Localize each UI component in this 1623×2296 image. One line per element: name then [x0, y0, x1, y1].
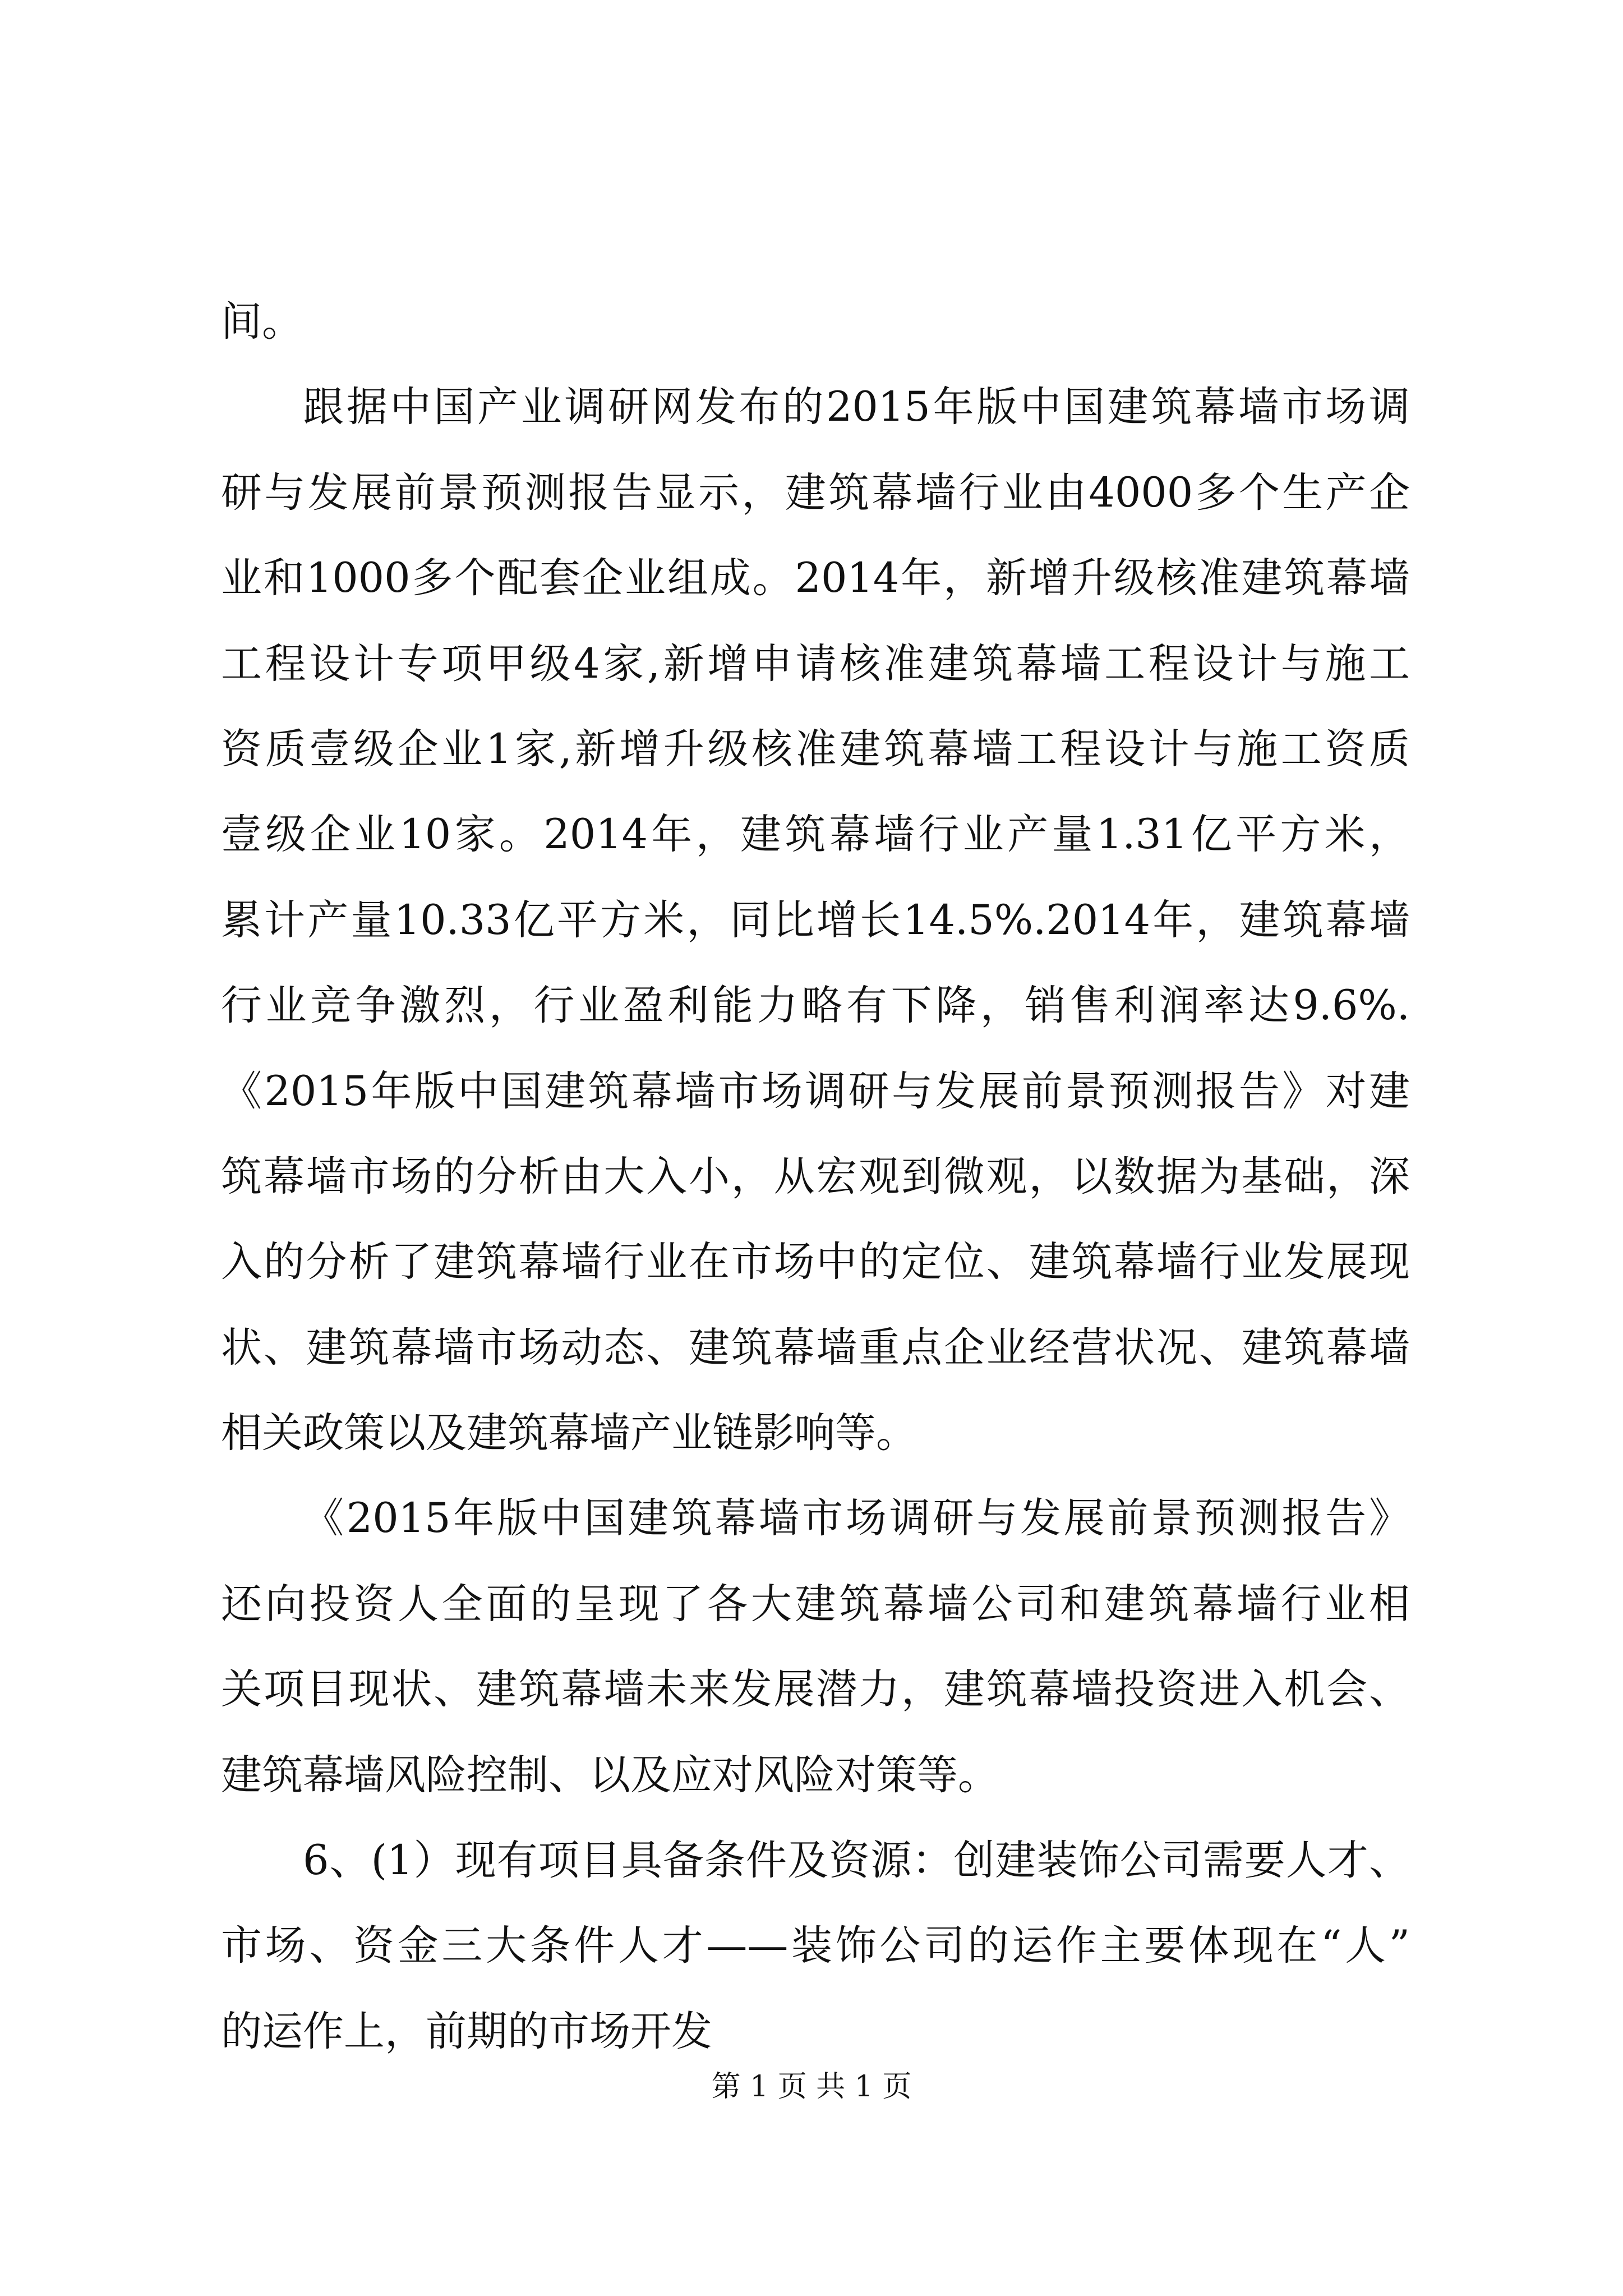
text-line: 资质壹级企业1家,新增升级核准建筑幕墙工程设计与施工资质: [221, 725, 1410, 773]
text-line: 筑幕墙市场的分析由大入小，从宏观到微观，以数据为基础，深: [221, 1152, 1410, 1200]
body-text: [221, 279, 1410, 2074]
text-line: 市场、资金三大条件人才——装饰公司的运作主要体现在“人”: [221, 1922, 1410, 1970]
page-footer: 第 1 页 共 1 页: [711, 2070, 912, 2104]
text-line: 关项目现状、建筑幕墙未来发展潜力，建筑幕墙投资进入机会、: [221, 1665, 1410, 1714]
text-line: 入的分析了建筑幕墙行业在市场中的定位、建筑幕墙行业发展现: [221, 1238, 1410, 1286]
text-line: 间。: [221, 298, 303, 346]
text-line: 累计产量10.33亿平方米，同比增长14.5%.2014年，建筑幕墙: [221, 896, 1410, 944]
text-line: 工程设计专项甲级4家,新增申请核准建筑幕墙工程设计与施工: [221, 639, 1410, 688]
text-line: 《2015年版中国建筑幕墙市场调研与发展前景预测报告》: [303, 1494, 1410, 1543]
text-line: 相关政策以及建筑幕墙产业链影响等。: [221, 1409, 917, 1457]
text-line: 业和1000多个配套企业组成。2014年，新增升级核准建筑幕墙: [221, 554, 1410, 602]
text-line: 建筑幕墙风险控制、以及应对风险对策等。: [221, 1751, 999, 1799]
text-line: 行业竞争激烈，行业盈利能力略有下降，销售利润率达9.6%.: [221, 982, 1410, 1030]
text-line: 壹级企业10家。2014年，建筑幕墙行业产量1.31亿平方米，: [221, 811, 1410, 859]
text-line: 《2015年版中国建筑幕墙市场调研与发展前景预测报告》对建: [221, 1067, 1410, 1115]
text-line: 还向投资人全面的呈现了各大建筑幕墙公司和建筑幕墙行业相: [221, 1580, 1410, 1628]
text-line: 研与发展前景预测报告显示，建筑幕墙行业由4000多个生产企: [221, 468, 1410, 517]
text-line: 的运作上，前期的市场开发: [221, 2007, 712, 2055]
text-line: 跟据中国产业调研网发布的2015年版中国建筑幕墙市场调: [303, 383, 1410, 431]
text-line: 状、建筑幕墙市场动态、建筑幕墙重点企业经营状况、建筑幕墙: [221, 1323, 1410, 1372]
text-line: 6、(1）现有项目具备条件及资源：创建装饰公司需要人才、: [303, 1837, 1410, 1885]
